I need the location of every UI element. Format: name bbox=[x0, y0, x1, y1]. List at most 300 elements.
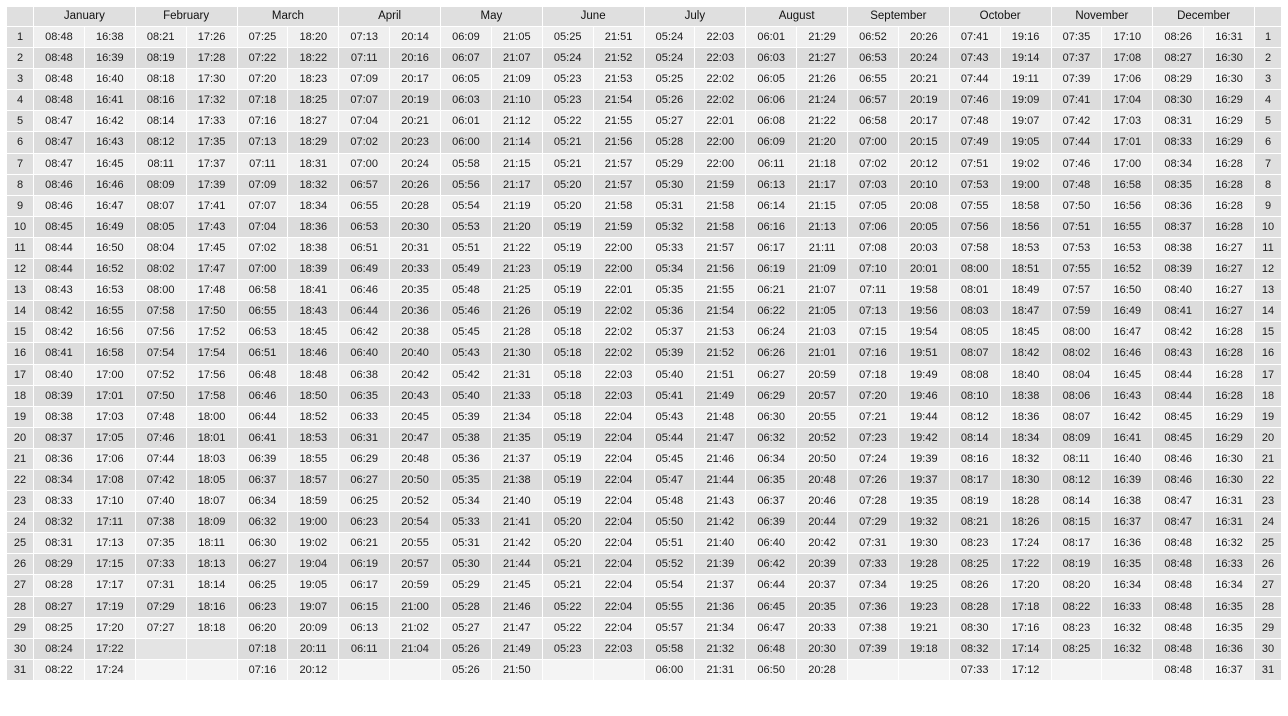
sunset-cell: 16:49 bbox=[1102, 301, 1153, 322]
sunrise-cell bbox=[135, 638, 186, 659]
day-number-right: 11 bbox=[1255, 237, 1282, 258]
sunrise-cell: 05:18 bbox=[542, 406, 593, 427]
sunrise-cell: 08:23 bbox=[949, 533, 1000, 554]
sunrise-cell: 08:01 bbox=[949, 280, 1000, 301]
day-number-left: 6 bbox=[7, 132, 34, 153]
sunset-cell: 21:48 bbox=[695, 406, 746, 427]
sunset-cell: 22:03 bbox=[695, 48, 746, 69]
sunrise-cell: 06:53 bbox=[848, 48, 899, 69]
sunset-cell: 18:32 bbox=[288, 174, 339, 195]
sunset-cell: 21:31 bbox=[695, 659, 746, 680]
sunrise-cell: 06:32 bbox=[237, 512, 288, 533]
sunrise-cell: 05:20 bbox=[542, 195, 593, 216]
sunrise-cell: 07:00 bbox=[237, 259, 288, 280]
sunset-cell: 17:00 bbox=[1102, 153, 1153, 174]
sunrise-cell: 08:45 bbox=[1153, 406, 1204, 427]
month-header-february: February bbox=[135, 7, 237, 27]
sunrise-cell: 08:47 bbox=[34, 111, 85, 132]
table-row bbox=[7, 617, 1282, 638]
sunset-cell: 16:32 bbox=[1102, 617, 1153, 638]
table-row bbox=[7, 638, 1282, 659]
sunrise-cell: 08:08 bbox=[949, 364, 1000, 385]
sunrise-cell: 07:52 bbox=[135, 364, 186, 385]
table-row bbox=[7, 111, 1282, 132]
sunset-cell: 21:07 bbox=[491, 48, 542, 69]
sunset-cell: 18:39 bbox=[288, 259, 339, 280]
sunset-cell: 19:00 bbox=[288, 512, 339, 533]
sunset-cell: 19:32 bbox=[898, 512, 949, 533]
sunrise-cell: 06:05 bbox=[441, 69, 492, 90]
sunrise-cell: 05:19 bbox=[542, 448, 593, 469]
sunrise-cell: 08:16 bbox=[135, 90, 186, 111]
table-row bbox=[7, 322, 1282, 343]
sunset-cell: 19:49 bbox=[898, 364, 949, 385]
sunset-cell: 20:14 bbox=[390, 27, 441, 48]
sunset-cell: 21:13 bbox=[797, 216, 848, 237]
sunset-cell: 16:50 bbox=[84, 237, 135, 258]
sunrise-cell: 05:37 bbox=[644, 322, 695, 343]
sunset-cell: 16:39 bbox=[1102, 469, 1153, 490]
sunset-cell: 16:39 bbox=[84, 48, 135, 69]
sunset-cell: 21:05 bbox=[797, 301, 848, 322]
sunset-cell: 21:49 bbox=[695, 385, 746, 406]
sunrise-cell: 05:57 bbox=[644, 617, 695, 638]
sunset-cell: 16:52 bbox=[84, 259, 135, 280]
sunset-cell: 18:14 bbox=[186, 575, 237, 596]
sunrise-cell: 05:18 bbox=[542, 322, 593, 343]
sunset-cell: 22:03 bbox=[593, 385, 644, 406]
sunset-cell: 21:45 bbox=[491, 575, 542, 596]
sunset-cell: 21:43 bbox=[695, 491, 746, 512]
sunset-cell: 17:01 bbox=[84, 385, 135, 406]
sunset-cell: 17:52 bbox=[186, 322, 237, 343]
day-number-left: 13 bbox=[7, 280, 34, 301]
sunset-cell: 16:28 bbox=[1204, 216, 1255, 237]
sunrise-cell: 07:04 bbox=[339, 111, 390, 132]
table-body bbox=[7, 27, 1282, 681]
sunrise-cell: 08:48 bbox=[34, 27, 85, 48]
sunrise-cell: 08:31 bbox=[1153, 111, 1204, 132]
sunrise-cell: 08:23 bbox=[1051, 617, 1102, 638]
sunrise-cell: 08:45 bbox=[34, 216, 85, 237]
sunrise-cell: 06:15 bbox=[339, 596, 390, 617]
day-number-left: 17 bbox=[7, 364, 34, 385]
sunrise-cell: 07:13 bbox=[237, 132, 288, 153]
sunrise-cell: 08:20 bbox=[1051, 575, 1102, 596]
sunrise-cell: 07:50 bbox=[135, 385, 186, 406]
month-header-october: October bbox=[949, 7, 1051, 27]
sunset-cell: 18:03 bbox=[186, 448, 237, 469]
table-row bbox=[7, 195, 1282, 216]
sunrise-cell: 05:51 bbox=[441, 237, 492, 258]
sunrise-cell: 07:16 bbox=[237, 111, 288, 132]
sunrise-cell: 05:36 bbox=[441, 448, 492, 469]
sunrise-cell: 06:57 bbox=[339, 174, 390, 195]
sunset-cell: 20:31 bbox=[390, 237, 441, 258]
sunset-cell: 20:48 bbox=[390, 448, 441, 469]
sunset-cell: 20:10 bbox=[898, 174, 949, 195]
sunrise-cell: 05:47 bbox=[644, 469, 695, 490]
sunset-cell: 16:55 bbox=[84, 301, 135, 322]
sunrise-cell: 06:34 bbox=[237, 491, 288, 512]
sunrise-cell: 08:41 bbox=[1153, 301, 1204, 322]
month-header-row bbox=[7, 7, 1282, 27]
sunset-cell: 21:20 bbox=[797, 132, 848, 153]
sunset-cell: 19:00 bbox=[1000, 174, 1051, 195]
sunrise-cell: 05:26 bbox=[441, 659, 492, 680]
sunset-cell: 22:02 bbox=[695, 69, 746, 90]
sunrise-cell: 07:44 bbox=[135, 448, 186, 469]
sunrise-cell: 08:46 bbox=[34, 195, 85, 216]
sunrise-cell: 07:46 bbox=[135, 427, 186, 448]
sunset-cell: 20:42 bbox=[797, 533, 848, 554]
sunset-cell: 22:02 bbox=[593, 301, 644, 322]
sunset-cell: 16:45 bbox=[1102, 364, 1153, 385]
sunrise-cell: 07:31 bbox=[135, 575, 186, 596]
sunset-cell bbox=[186, 659, 237, 680]
sunset-cell: 22:02 bbox=[593, 322, 644, 343]
sunrise-cell: 08:03 bbox=[949, 301, 1000, 322]
sunrise-cell: 06:48 bbox=[746, 638, 797, 659]
sunrise-cell: 08:35 bbox=[1153, 174, 1204, 195]
day-number-right: 23 bbox=[1255, 491, 1282, 512]
day-number-left: 11 bbox=[7, 237, 34, 258]
sunrise-cell: 06:35 bbox=[746, 469, 797, 490]
sunset-cell bbox=[1102, 659, 1153, 680]
table-row bbox=[7, 153, 1282, 174]
sunrise-cell: 07:13 bbox=[848, 301, 899, 322]
sunrise-cell: 07:08 bbox=[848, 237, 899, 258]
sunrise-cell: 08:22 bbox=[1051, 596, 1102, 617]
sunrise-cell: 07:04 bbox=[237, 216, 288, 237]
sunrise-cell: 05:30 bbox=[644, 174, 695, 195]
sunrise-cell: 08:39 bbox=[34, 385, 85, 406]
sunrise-cell: 07:51 bbox=[949, 153, 1000, 174]
sunset-cell: 16:46 bbox=[1102, 343, 1153, 364]
sunset-cell: 17:24 bbox=[84, 659, 135, 680]
sunrise-cell: 08:34 bbox=[1153, 153, 1204, 174]
sunset-cell: 21:51 bbox=[695, 364, 746, 385]
sunrise-cell: 08:32 bbox=[949, 638, 1000, 659]
sunrise-cell: 08:46 bbox=[1153, 448, 1204, 469]
sunrise-cell: 07:48 bbox=[949, 111, 1000, 132]
sunrise-cell: 05:23 bbox=[542, 638, 593, 659]
sunrise-cell: 05:20 bbox=[542, 174, 593, 195]
sunset-cell: 20:19 bbox=[390, 90, 441, 111]
sunrise-cell: 07:56 bbox=[135, 322, 186, 343]
sunset-cell: 21:24 bbox=[797, 90, 848, 111]
sunrise-cell: 05:41 bbox=[644, 385, 695, 406]
sunrise-cell: 06:29 bbox=[339, 448, 390, 469]
sunrise-cell: 08:40 bbox=[34, 364, 85, 385]
sunset-cell: 17:13 bbox=[84, 533, 135, 554]
day-number-right: 29 bbox=[1255, 617, 1282, 638]
sunrise-cell: 07:41 bbox=[1051, 90, 1102, 111]
day-number-right: 9 bbox=[1255, 195, 1282, 216]
day-number-right: 25 bbox=[1255, 533, 1282, 554]
sunrise-cell: 06:44 bbox=[746, 575, 797, 596]
sunrise-cell: 06:42 bbox=[339, 322, 390, 343]
sunset-cell: 22:04 bbox=[593, 596, 644, 617]
sunrise-cell: 08:42 bbox=[34, 301, 85, 322]
sunrise-cell: 05:22 bbox=[542, 596, 593, 617]
sunrise-cell: 05:24 bbox=[542, 48, 593, 69]
sunset-cell: 16:28 bbox=[1204, 195, 1255, 216]
sunrise-cell: 08:43 bbox=[1153, 343, 1204, 364]
sunrise-cell: 05:56 bbox=[441, 174, 492, 195]
sunrise-cell: 08:21 bbox=[135, 27, 186, 48]
sunset-cell: 17:04 bbox=[1102, 90, 1153, 111]
sunrise-cell: 05:53 bbox=[441, 216, 492, 237]
sunset-cell: 22:04 bbox=[593, 406, 644, 427]
sunset-cell: 21:55 bbox=[593, 111, 644, 132]
sunrise-cell: 06:53 bbox=[339, 216, 390, 237]
sunset-cell: 16:53 bbox=[1102, 237, 1153, 258]
sunrise-cell: 05:29 bbox=[644, 153, 695, 174]
sunrise-cell: 08:34 bbox=[34, 469, 85, 490]
sunset-cell: 17:11 bbox=[84, 512, 135, 533]
sunset-cell: 22:00 bbox=[593, 259, 644, 280]
sunset-cell bbox=[898, 659, 949, 680]
sunset-cell: 19:07 bbox=[288, 596, 339, 617]
sunset-cell: 17:12 bbox=[1000, 659, 1051, 680]
day-number-right: 14 bbox=[1255, 301, 1282, 322]
sunrise-cell: 06:24 bbox=[746, 322, 797, 343]
sunset-cell: 16:32 bbox=[1204, 533, 1255, 554]
month-header-december: December bbox=[1153, 7, 1255, 27]
day-number-left: 21 bbox=[7, 448, 34, 469]
table-row bbox=[7, 427, 1282, 448]
sunrise-cell: 07:18 bbox=[848, 364, 899, 385]
sunrise-cell: 08:22 bbox=[34, 659, 85, 680]
sunrise-cell: 05:40 bbox=[441, 385, 492, 406]
sunrise-cell: 07:34 bbox=[848, 575, 899, 596]
sunrise-cell: 08:11 bbox=[135, 153, 186, 174]
sunrise-cell: 08:25 bbox=[949, 554, 1000, 575]
sunrise-cell: 08:04 bbox=[135, 237, 186, 258]
sunset-cell: 20:45 bbox=[390, 406, 441, 427]
sunrise-cell: 08:12 bbox=[949, 406, 1000, 427]
table-row bbox=[7, 533, 1282, 554]
sunrise-cell: 06:29 bbox=[746, 385, 797, 406]
sunset-cell: 18:51 bbox=[1000, 259, 1051, 280]
sunset-cell: 18:59 bbox=[288, 491, 339, 512]
sunset-cell: 20:17 bbox=[390, 69, 441, 90]
sunset-cell: 21:09 bbox=[491, 69, 542, 90]
sunrise-cell: 05:29 bbox=[441, 575, 492, 596]
sunset-cell: 16:29 bbox=[1204, 406, 1255, 427]
sunrise-cell: 07:16 bbox=[237, 659, 288, 680]
sunrise-cell: 06:06 bbox=[746, 90, 797, 111]
sunset-cell: 18:34 bbox=[288, 195, 339, 216]
sunrise-cell: 07:42 bbox=[135, 469, 186, 490]
table-row bbox=[7, 259, 1282, 280]
sunrise-cell: 05:45 bbox=[441, 322, 492, 343]
sunrise-cell: 05:19 bbox=[542, 237, 593, 258]
sunrise-cell: 08:38 bbox=[1153, 237, 1204, 258]
sunset-cell: 17:20 bbox=[1000, 575, 1051, 596]
sunrise-cell: 05:55 bbox=[644, 596, 695, 617]
sunset-cell: 20:39 bbox=[797, 554, 848, 575]
sunrise-cell: 06:46 bbox=[237, 385, 288, 406]
sunrise-cell: 05:22 bbox=[542, 617, 593, 638]
sunset-cell: 21:07 bbox=[797, 280, 848, 301]
sunrise-cell: 06:11 bbox=[339, 638, 390, 659]
sunrise-cell: 08:15 bbox=[1051, 512, 1102, 533]
sunrise-cell: 07:38 bbox=[848, 617, 899, 638]
sunrise-cell: 05:48 bbox=[644, 491, 695, 512]
sunset-cell: 21:26 bbox=[491, 301, 542, 322]
sunset-cell: 18:38 bbox=[1000, 385, 1051, 406]
sunrise-cell: 07:53 bbox=[949, 174, 1000, 195]
day-number-left: 18 bbox=[7, 385, 34, 406]
sunset-cell: 17:18 bbox=[1000, 596, 1051, 617]
sunset-cell: 17:10 bbox=[84, 491, 135, 512]
sunset-cell: 21:14 bbox=[491, 132, 542, 153]
sunset-cell: 19:28 bbox=[898, 554, 949, 575]
sunset-cell: 22:01 bbox=[593, 280, 644, 301]
sunrise-cell: 08:19 bbox=[1051, 554, 1102, 575]
sunset-cell: 16:42 bbox=[1102, 406, 1153, 427]
sunrise-cell: 08:48 bbox=[1153, 596, 1204, 617]
sunset-cell: 18:50 bbox=[288, 385, 339, 406]
sunset-cell: 16:43 bbox=[1102, 385, 1153, 406]
sunrise-cell: 07:09 bbox=[339, 69, 390, 90]
sunset-cell: 20:59 bbox=[797, 364, 848, 385]
sunrise-sunset-table bbox=[6, 6, 1282, 681]
sunrise-cell: 08:19 bbox=[949, 491, 1000, 512]
month-header-july: July bbox=[644, 7, 746, 27]
day-number-left: 5 bbox=[7, 111, 34, 132]
sunset-cell: 16:49 bbox=[84, 216, 135, 237]
sunrise-cell: 05:46 bbox=[441, 301, 492, 322]
sunrise-cell: 08:48 bbox=[34, 69, 85, 90]
day-number-right: 3 bbox=[1255, 69, 1282, 90]
sunset-cell: 19:23 bbox=[898, 596, 949, 617]
sunrise-cell bbox=[135, 659, 186, 680]
sunset-cell: 17:03 bbox=[1102, 111, 1153, 132]
day-number-left: 2 bbox=[7, 48, 34, 69]
sunrise-cell: 08:44 bbox=[34, 237, 85, 258]
sunrise-cell: 07:38 bbox=[135, 512, 186, 533]
sunrise-cell: 07:41 bbox=[949, 27, 1000, 48]
day-number-right: 26 bbox=[1255, 554, 1282, 575]
sunrise-cell: 05:21 bbox=[542, 554, 593, 575]
sunrise-cell: 07:28 bbox=[848, 491, 899, 512]
sunset-cell: 22:00 bbox=[695, 132, 746, 153]
table-row bbox=[7, 575, 1282, 596]
sunset-cell: 22:02 bbox=[593, 343, 644, 364]
sunset-cell: 17:05 bbox=[84, 427, 135, 448]
sunset-cell: 16:58 bbox=[1102, 174, 1153, 195]
table-row bbox=[7, 491, 1282, 512]
sunrise-cell: 05:23 bbox=[542, 90, 593, 111]
sunset-cell: 18:47 bbox=[1000, 301, 1051, 322]
sunrise-cell: 07:44 bbox=[949, 69, 1000, 90]
sunrise-cell: 08:41 bbox=[34, 343, 85, 364]
sunrise-cell: 06:38 bbox=[339, 364, 390, 385]
sunrise-cell: 06:13 bbox=[339, 617, 390, 638]
sunset-cell: 18:43 bbox=[288, 301, 339, 322]
sunset-cell: 20:43 bbox=[390, 385, 441, 406]
sunset-cell: 20:40 bbox=[390, 343, 441, 364]
sunrise-cell: 07:06 bbox=[848, 216, 899, 237]
sunset-cell: 21:54 bbox=[593, 90, 644, 111]
sunset-cell: 19:46 bbox=[898, 385, 949, 406]
sunrise-cell: 07:46 bbox=[1051, 153, 1102, 174]
sunrise-cell: 06:44 bbox=[339, 301, 390, 322]
sunset-cell: 19:39 bbox=[898, 448, 949, 469]
sunset-cell: 21:58 bbox=[695, 216, 746, 237]
sunrise-cell: 08:14 bbox=[1051, 491, 1102, 512]
table-row bbox=[7, 343, 1282, 364]
sunrise-cell: 08:26 bbox=[949, 575, 1000, 596]
sunrise-cell: 05:25 bbox=[542, 27, 593, 48]
sunrise-cell: 07:09 bbox=[237, 174, 288, 195]
day-number-right: 4 bbox=[1255, 90, 1282, 111]
sunrise-cell: 07:43 bbox=[949, 48, 1000, 69]
sunset-cell: 18:22 bbox=[288, 48, 339, 69]
sunset-cell: 18:55 bbox=[288, 448, 339, 469]
sunrise-cell: 07:48 bbox=[1051, 174, 1102, 195]
sunrise-cell: 06:11 bbox=[746, 153, 797, 174]
table-row bbox=[7, 469, 1282, 490]
sunset-cell: 17:35 bbox=[186, 132, 237, 153]
sunset-cell: 20:57 bbox=[390, 554, 441, 575]
sunrise-cell: 05:19 bbox=[542, 259, 593, 280]
sunset-cell: 16:30 bbox=[1204, 48, 1255, 69]
sunset-cell: 18:52 bbox=[288, 406, 339, 427]
sunset-cell: 18:45 bbox=[288, 322, 339, 343]
sunrise-cell: 05:19 bbox=[542, 216, 593, 237]
sunset-cell: 20:46 bbox=[797, 491, 848, 512]
sunset-cell: 17:16 bbox=[1000, 617, 1051, 638]
day-number-right: 10 bbox=[1255, 216, 1282, 237]
sunrise-cell: 06:26 bbox=[746, 343, 797, 364]
sunset-cell: 20:09 bbox=[288, 617, 339, 638]
month-header-august: August bbox=[746, 7, 848, 27]
sunrise-cell: 05:26 bbox=[441, 638, 492, 659]
sunrise-cell: 08:26 bbox=[1153, 27, 1204, 48]
sunrise-cell: 08:48 bbox=[1153, 659, 1204, 680]
sunrise-cell: 06:05 bbox=[746, 69, 797, 90]
sunrise-cell: 08:25 bbox=[1051, 638, 1102, 659]
sunrise-cell bbox=[1051, 659, 1102, 680]
sunset-cell: 21:19 bbox=[491, 195, 542, 216]
header-corner-left bbox=[7, 7, 34, 27]
day-number-right: 28 bbox=[1255, 596, 1282, 617]
sunset-cell: 17:17 bbox=[84, 575, 135, 596]
sunrise-cell: 07:29 bbox=[848, 512, 899, 533]
sunset-cell: 20:26 bbox=[390, 174, 441, 195]
sunrise-cell: 06:48 bbox=[237, 364, 288, 385]
sunset-cell: 16:35 bbox=[1204, 617, 1255, 638]
sunset-cell: 19:42 bbox=[898, 427, 949, 448]
sunrise-cell: 05:20 bbox=[542, 512, 593, 533]
sunset-cell: 21:55 bbox=[695, 280, 746, 301]
sunset-cell: 19:02 bbox=[1000, 153, 1051, 174]
sunset-cell: 17:14 bbox=[1000, 638, 1051, 659]
sunrise-cell: 08:25 bbox=[34, 617, 85, 638]
sunrise-cell: 07:35 bbox=[1051, 27, 1102, 48]
sunset-cell: 19:05 bbox=[1000, 132, 1051, 153]
day-number-right: 31 bbox=[1255, 659, 1282, 680]
sunset-cell: 20:11 bbox=[288, 638, 339, 659]
sunrise-cell: 08:12 bbox=[135, 132, 186, 153]
sunrise-cell: 08:45 bbox=[1153, 427, 1204, 448]
table-row bbox=[7, 216, 1282, 237]
sunrise-cell: 06:30 bbox=[237, 533, 288, 554]
